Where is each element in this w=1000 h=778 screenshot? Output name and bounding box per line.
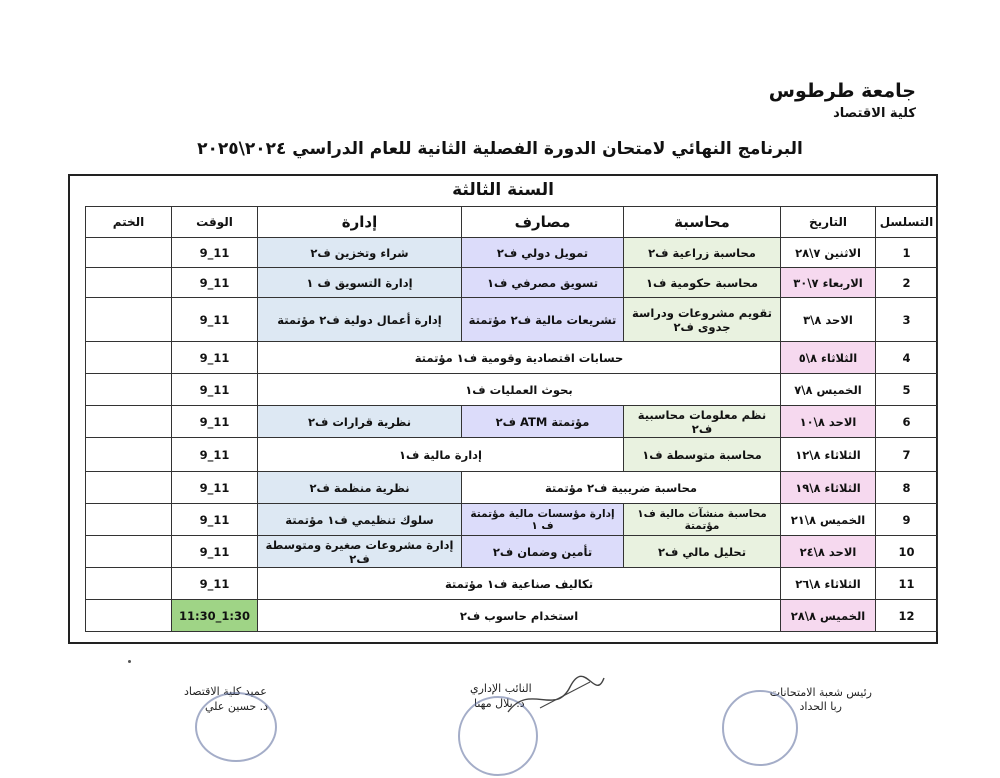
banking-cell: تمويل دولي ف٢ [462,238,624,268]
time-cell: 11:30_1:30 [172,600,258,632]
shared-subject-cell: بحوث العمليات ف١ [258,374,781,406]
serial-cell: 7 [876,438,938,472]
time-cell: 9_11 [172,238,258,268]
serial-cell: 12 [876,600,938,632]
time-cell: 9_11 [172,298,258,342]
seal-cell [86,536,172,568]
seal-cell [86,406,172,438]
faculty-name: كلية الاقتصاد [833,106,916,121]
table-header-row [86,207,938,238]
banking-cell: إدارة مؤسسات مالية مؤتمتة ف ١ [462,504,624,536]
table-row [86,298,938,342]
university-name: جامعة طرطوس [768,80,916,102]
serial-cell: 1 [876,238,938,268]
time-cell: 9_11 [172,504,258,536]
seal-cell [86,374,172,406]
management-cell: نظرية منظمة ف٢ [258,472,462,504]
banking-cell: تأمين وضمان ف٢ [462,536,624,568]
date-cell: الثلاثاء ٨\٢٦ [781,568,876,600]
date-cell: الاثنين ٧\٢٨ [781,238,876,268]
seal-cell [86,472,172,504]
shared-subject-cell: تكاليف صناعية ف١ مؤتمتة [258,568,781,600]
seal-cell [86,268,172,298]
time-cell: 9_11 [172,342,258,374]
management-cell: سلوك تنظيمي ف١ مؤتمتة [258,504,462,536]
stray-dot [128,660,131,663]
dean-name: د. حسين علي [205,700,269,713]
shared-subject-cell: استخدام حاسوب ف٢ [258,600,781,632]
time-cell: 9_11 [172,536,258,568]
seal-cell [86,504,172,536]
serial-cell: 3 [876,298,938,342]
seal-cell [86,600,172,632]
table-row [86,472,938,504]
table-row [86,374,938,406]
date-cell: الخميس ٨\٢١ [781,504,876,536]
time-cell: 9_11 [172,268,258,298]
accounting-cell: محاسبة زراعية ف٢ [624,238,781,268]
seal-cell [86,438,172,472]
accounting-cell: محاسبة متوسطة ف١ [624,438,781,472]
banking-cell: مؤتمتة ATM ف٢ [462,406,624,438]
management-cell: نظرية قرارات ف٢ [258,406,462,438]
banking-cell: تسويق مصرفي ف١ [462,268,624,298]
serial-cell: 5 [876,374,938,406]
date-cell: الثلاثاء ٨\١٩ [781,472,876,504]
banking-management-cell: إدارة مالية ف١ [258,438,624,472]
date-cell: الاحد ٨\٣ [781,298,876,342]
accounting-cell: نظم معلومات محاسبية ف٢ [624,406,781,438]
col-serial: التسلسل [876,207,938,238]
accounting-cell: تحليل مالي ف٢ [624,536,781,568]
year-label: السنة الثالثة [452,180,554,200]
dean-stamp-icon [195,692,277,762]
table-row [86,342,938,374]
date-cell: الثلاثاء ٨\٥ [781,342,876,374]
accounting-cell: محاسبة منشآت مالية ف١ مؤتمتة [624,504,781,536]
document-title: البرنامج النهائي لامتحان الدورة الفصلية الثانية للعام الدراسي ٢٠٢٤\٢٠٢٥ [197,139,803,159]
deputy-signature-icon [500,672,610,722]
col-management: إدارة [258,207,462,238]
serial-cell: 11 [876,568,938,600]
table-row [86,536,938,568]
exam-schedule-table [85,206,938,632]
management-cell: إدارة أعمال دولية ف٢ مؤتمتة [258,298,462,342]
seal-cell [86,568,172,600]
serial-cell: 2 [876,268,938,298]
accounting-banking-cell: محاسبة ضريبية ف٢ مؤتمتة [462,472,781,504]
table-row [86,438,938,472]
accounting-cell: تقويم مشروعات ودراسة جدوى ف٢ [624,298,781,342]
admin-deputy-name: د. بلال مهنا [474,697,525,710]
table-row [86,238,938,268]
time-cell: 9_11 [172,472,258,504]
exams-office-stamp-icon [722,690,798,766]
time-cell: 9_11 [172,438,258,472]
table-row [86,600,938,632]
col-banking: مصارف [462,207,624,238]
date-cell: الخميس ٨\٢٨ [781,600,876,632]
serial-cell: 4 [876,342,938,374]
col-date: التاريخ [781,207,876,238]
management-cell: إدارة التسويق ف ١ [258,268,462,298]
seal-cell [86,238,172,268]
management-cell: شراء وتخزين ف٢ [258,238,462,268]
serial-cell: 6 [876,406,938,438]
time-cell: 9_11 [172,406,258,438]
banking-cell: تشريعات مالية ف٢ مؤتمتة [462,298,624,342]
time-cell: 9_11 [172,374,258,406]
table-row [86,406,938,438]
date-cell: الخميس ٨\٧ [781,374,876,406]
date-cell: الاربعاء ٧\٣٠ [781,268,876,298]
col-accounting: محاسبة [624,207,781,238]
seal-cell [86,342,172,374]
accounting-cell: محاسبة حكومية ف١ [624,268,781,298]
date-cell: الثلاثاء ٨\١٢ [781,438,876,472]
time-cell: 9_11 [172,568,258,600]
serial-cell: 10 [876,536,938,568]
date-cell: الاحد ٨\١٠ [781,406,876,438]
shared-subject-cell: حسابات اقتصادية وقومية ف١ مؤتمتة [258,342,781,374]
table-row [86,568,938,600]
table-row [86,504,938,536]
col-seal: الختم [86,207,172,238]
table-row [86,268,938,298]
serial-cell: 9 [876,504,938,536]
date-cell: الاحد ٨\٢٤ [781,536,876,568]
seal-cell [86,298,172,342]
admin-deputy-title: النائب الإداري [470,682,532,695]
management-cell: إدارة مشروعات صغيرة ومتوسطة ف٢ [258,536,462,568]
dean-title: عميد كلية الاقتصاد [184,685,267,698]
exams-head-title: رئيس شعبة الامتحانات [769,686,872,699]
exams-head-name: ربا الحداد [799,700,842,713]
serial-cell: 8 [876,472,938,504]
col-time: الوقت [172,207,258,238]
